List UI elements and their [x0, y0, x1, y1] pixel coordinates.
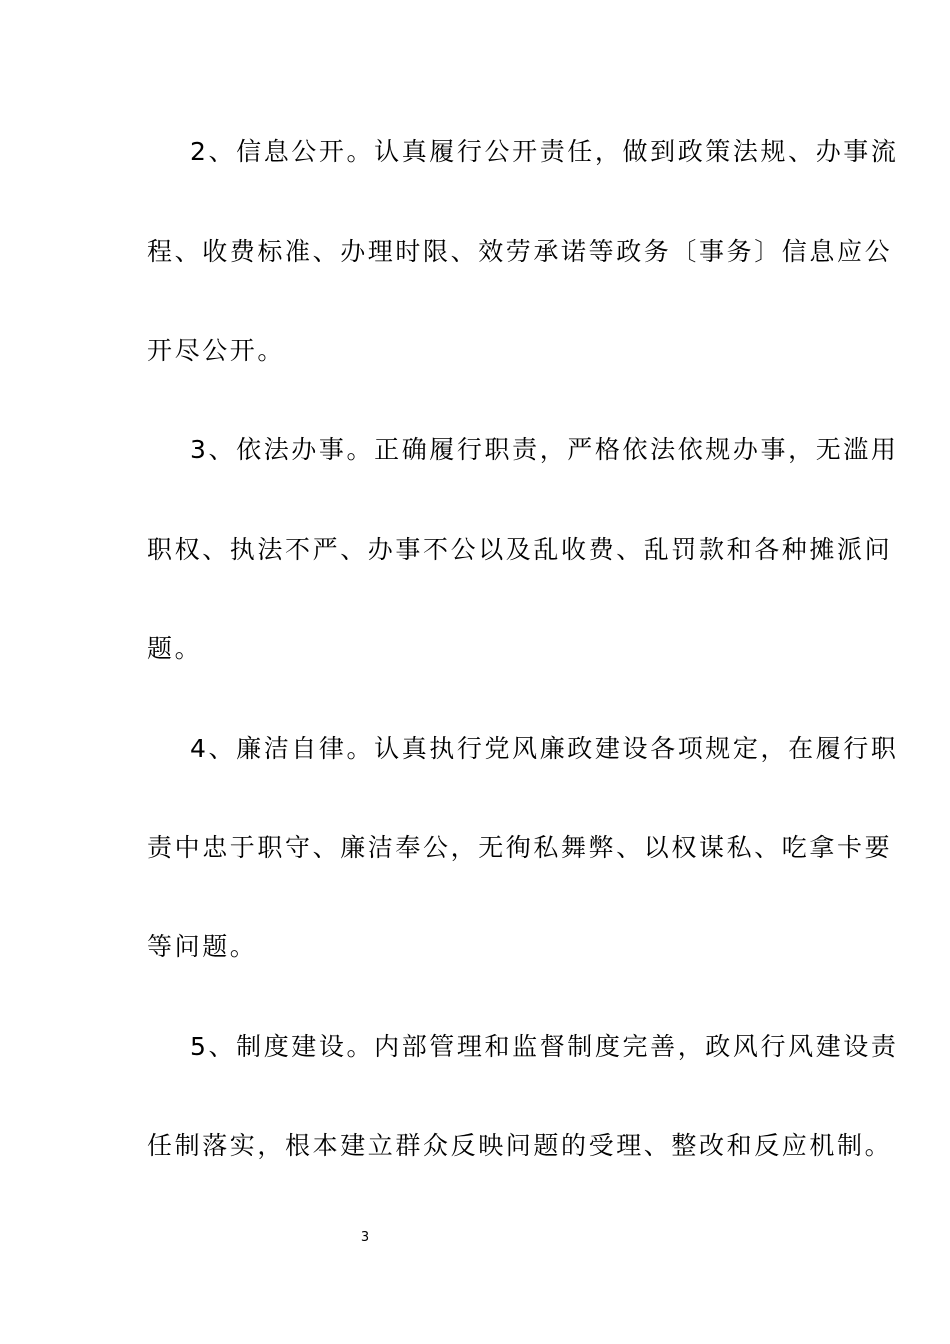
paragraph-line: 3、依法办事。正确履行职责，严格依法依规办事，无滥用	[190, 435, 899, 464]
paragraph-line: 责中忠于职守、廉洁奉公，无徇私舞弊、以权谋私、吃拿卡要	[147, 833, 893, 862]
paragraph-line: 程、收费标准、办理时限、效劳承诺等政务〔事务〕信息应公	[147, 237, 893, 266]
paragraph-line: 5、制度建设。内部管理和监督制度完善，政风行风建设责	[190, 1032, 899, 1061]
paragraph-line: 任制落实，根本建立群众反映问题的受理、整改和反应机制。	[147, 1131, 893, 1160]
paragraph-line: 题。	[147, 634, 203, 663]
paragraph-line: 职权、执法不严、办事不公以及乱收费、乱罚款和各种摊派问	[147, 535, 893, 564]
paragraph-line: 开尽公开。	[147, 336, 286, 365]
paragraph-line: 4、廉洁自律。认真执行党风廉政建设各项规定，在履行职	[190, 734, 899, 763]
paragraph-line: 等问题。	[147, 932, 258, 961]
page-number: 3	[360, 1230, 370, 1245]
paragraph-line: 2、信息公开。认真履行公开责任，做到政策法规、办事流	[190, 137, 899, 166]
